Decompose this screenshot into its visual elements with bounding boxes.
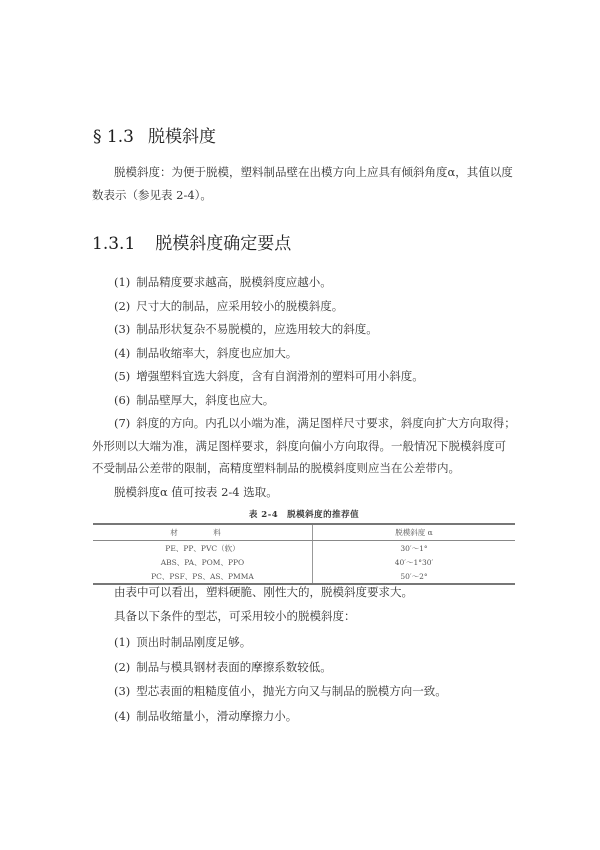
list-item: (5) 增强塑料宜选大斜度，含有自润滑剂的塑料可用小斜度。: [114, 369, 424, 383]
section-title: 脱模斜度: [147, 127, 216, 147]
subsection-number: 1.3.1: [92, 234, 136, 254]
list-item: (2) 尺寸大的制品，应采用较小的脱模斜度。: [114, 298, 344, 313]
table-cell: 30′～1°: [400, 543, 428, 553]
conditions-list: [92, 630, 516, 728]
data-table: [93, 523, 515, 585]
table-cell: 40′～1°30′: [394, 557, 434, 567]
list-item: (1) 顶出时制品刚度足够。: [114, 635, 252, 649]
section-heading: [93, 122, 216, 147]
table-cell: 50′～2°: [400, 571, 428, 581]
table-cell: PC、PSF、PS、AS、PMMA: [93, 569, 312, 584]
list-item: (3) 型芯表面的粗糙度值小，抛光方向又与制品的脱模方向一致。: [114, 684, 447, 698]
intro-paragraph: 脱模斜度：为便于脱模，塑料制品壁在出模方向上应具有倾斜角度α，其值以度数表示（参见表 2-4）。: [92, 165, 513, 202]
table-cell: PE、PP、PVC（软）: [93, 541, 312, 556]
list-item: (4) 制品收缩量小，滑动摩擦力小。: [114, 708, 298, 723]
list-item: (1) 制品精度要求越高，脱模斜度应越小。: [114, 275, 332, 289]
table-caption: 表 2-4 脱模斜度的推荐值: [248, 510, 360, 520]
subsection-title: 脱模斜度确定要点: [155, 234, 292, 254]
table-row: [93, 555, 515, 569]
conditions-intro: 具备以下条件的型芯，可采用较小的脱模斜度：: [114, 609, 356, 623]
table-reference: 脱模斜度α 值可按表 2-4 选取。: [114, 485, 278, 499]
list-item: (2) 制品与模具钢材表面的摩擦系数较低。: [114, 659, 332, 674]
table-conclusion: 由表中可以看出，塑料硬脆、刚性大的，脱模斜度要求大。: [114, 585, 413, 599]
column-header-draft-angle: 脱模斜度 α: [312, 524, 515, 541]
column-header-material: 材 料: [93, 524, 312, 541]
table-cell: ABS、PA、POM、PPO: [93, 555, 312, 569]
list-item: (6) 制品壁厚大，斜度也应大。: [114, 392, 275, 407]
list-item: (3) 制品形状复杂不易脱模的，应选用较大的斜度。: [114, 322, 378, 336]
list-item: (7) 斜度的方向。内孔以小端为准，满足图样尺寸要求，斜度向扩大方向取得；外形则以大端为准，满足图样要求，斜度向偏小方向取得。一般情况下脱模斜度可不受制品公差带的限制，高精度塑料制品的脱模斜度则应当在公差带内。: [92, 416, 516, 475]
list-item: (4) 制品收缩率大，斜度也应加大。: [114, 345, 298, 360]
table-header-row: [93, 524, 515, 541]
table-row: [93, 541, 515, 556]
recommended-draft-table: [93, 508, 515, 585]
section-number: § 1.3: [93, 127, 134, 147]
table-row: [93, 569, 515, 584]
points-list: [92, 271, 516, 480]
subsection-heading: [92, 229, 291, 254]
